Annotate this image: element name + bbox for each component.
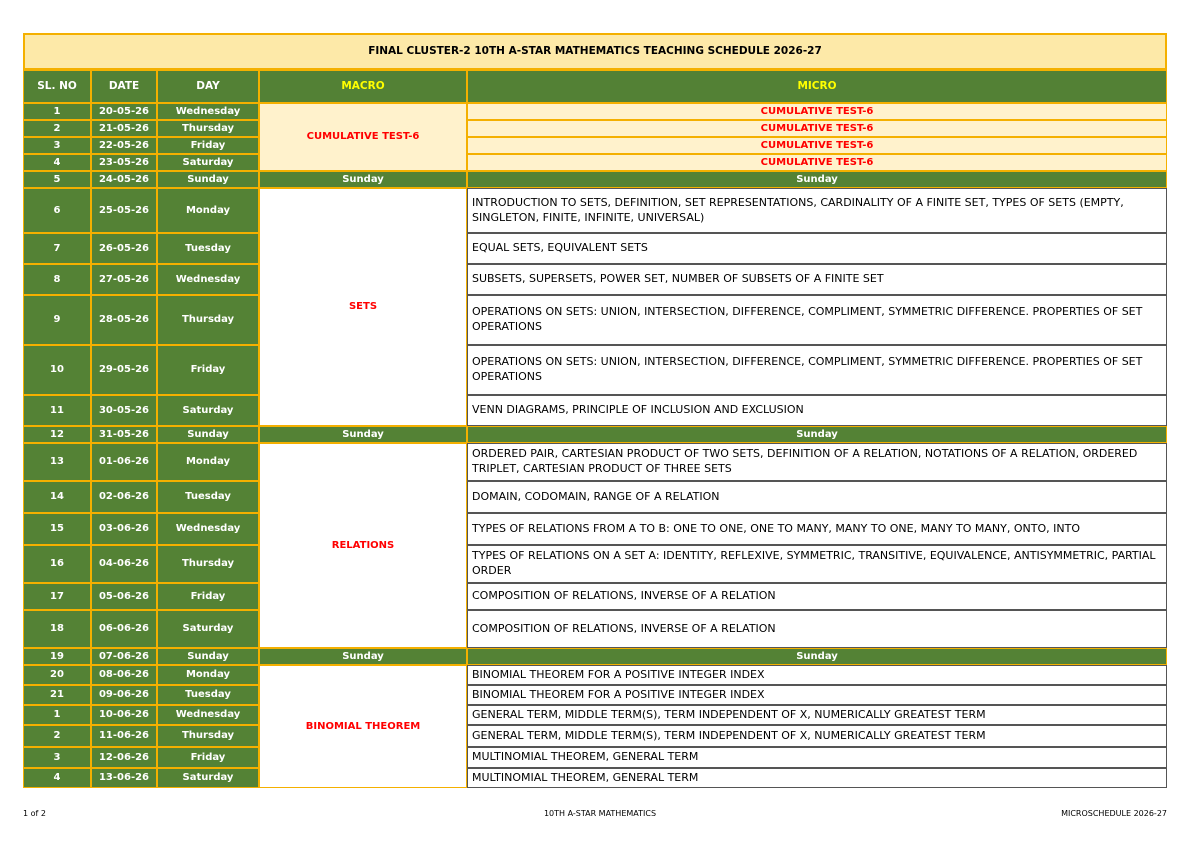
row-date: 21-05-26 [91, 120, 157, 137]
row-micro-topic: BINOMIAL THEOREM FOR A POSITIVE INTEGER INDEX [467, 665, 1167, 685]
row-macro-sunday: Sunday [259, 171, 467, 188]
row-date: 13-06-26 [91, 768, 157, 788]
row-micro-topic: EQUAL SETS, EQUIVALENT SETS [467, 233, 1167, 264]
row-date: 12-06-26 [91, 747, 157, 768]
row-date: 11-06-26 [91, 725, 157, 747]
row-sl-no: 9 [23, 295, 91, 345]
row-date: 30-05-26 [91, 395, 157, 426]
row-sl-no: 8 [23, 264, 91, 295]
row-day: Sunday [157, 648, 259, 665]
row-micro-topic: BINOMIAL THEOREM FOR A POSITIVE INTEGER INDEX [467, 685, 1167, 705]
row-micro-topic: INTRODUCTION TO SETS, DEFINITION, SET REPRESENTATIONS, CARDINALITY OF A FINITE SET, TYPES OF SETS (EMPTY, SINGLETON, FINITE, INFINITE, UNIVERSAL) [467, 188, 1167, 233]
header-date: DATE [91, 70, 157, 103]
row-day: Sunday [157, 171, 259, 188]
row-day: Wednesday [157, 513, 259, 545]
row-sl-no: 18 [23, 610, 91, 648]
row-day: Wednesday [157, 103, 259, 120]
row-date: 22-05-26 [91, 137, 157, 154]
footer-right: MICROSCHEDULE 2026-27 [1061, 809, 1167, 818]
row-micro-test: CUMULATIVE TEST-6 [467, 137, 1167, 154]
header-sl-no: SL. NO [23, 70, 91, 103]
row-day: Thursday [157, 120, 259, 137]
row-day: Friday [157, 747, 259, 768]
row-sl-no: 10 [23, 345, 91, 395]
row-micro-topic: VENN DIAGRAMS, PRINCIPLE OF INCLUSION AND EXCLUSION [467, 395, 1167, 426]
row-sl-no: 7 [23, 233, 91, 264]
row-micro-topic: ORDERED PAIR, CARTESIAN PRODUCT OF TWO SETS, DEFINITION OF A RELATION, NOTATIONS OF A RELATION, ORDERED TRIPLET, CARTESIAN PRODUCT OF THREE SETS [467, 443, 1167, 481]
row-day: Thursday [157, 295, 259, 345]
row-micro-topic: GENERAL TERM, MIDDLE TERM(S), TERM INDEPENDENT OF X, NUMERICALLY GREATEST TERM [467, 725, 1167, 747]
row-micro-sunday: Sunday [467, 171, 1167, 188]
row-date: 24-05-26 [91, 171, 157, 188]
row-day: Saturday [157, 768, 259, 788]
row-sl-no: 4 [23, 154, 91, 171]
row-sl-no: 12 [23, 426, 91, 443]
row-micro-topic: SUBSETS, SUPERSETS, POWER SET, NUMBER OF SUBSETS OF A FINITE SET [467, 264, 1167, 295]
row-date: 31-05-26 [91, 426, 157, 443]
row-date: 20-05-26 [91, 103, 157, 120]
row-day: Saturday [157, 610, 259, 648]
row-sl-no: 19 [23, 648, 91, 665]
row-day: Friday [157, 137, 259, 154]
row-sl-no: 17 [23, 583, 91, 610]
macro-topic: RELATIONS [259, 443, 467, 648]
row-sl-no: 4 [23, 768, 91, 788]
row-date: 03-06-26 [91, 513, 157, 545]
row-sl-no: 15 [23, 513, 91, 545]
row-sl-no: 20 [23, 665, 91, 685]
row-micro-test: CUMULATIVE TEST-6 [467, 154, 1167, 171]
row-sl-no: 3 [23, 747, 91, 768]
row-sl-no: 13 [23, 443, 91, 481]
row-day: Tuesday [157, 685, 259, 705]
row-sl-no: 1 [23, 705, 91, 725]
row-day: Friday [157, 345, 259, 395]
row-date: 27-05-26 [91, 264, 157, 295]
row-day: Thursday [157, 545, 259, 583]
row-sl-no: 1 [23, 103, 91, 120]
row-micro-topic: GENERAL TERM, MIDDLE TERM(S), TERM INDEPENDENT OF X, NUMERICALLY GREATEST TERM [467, 705, 1167, 725]
row-date: 10-06-26 [91, 705, 157, 725]
row-date: 28-05-26 [91, 295, 157, 345]
row-micro-topic: MULTINOMIAL THEOREM, GENERAL TERM [467, 768, 1167, 788]
row-micro-topic: OPERATIONS ON SETS: UNION, INTERSECTION, DIFFERENCE, COMPLIMENT, SYMMETRIC DIFFERENCE. PROPERTIES OF SET OPERATIONS [467, 295, 1167, 345]
row-day: Sunday [157, 426, 259, 443]
row-sl-no: 16 [23, 545, 91, 583]
row-day: Friday [157, 583, 259, 610]
row-micro-topic: DOMAIN, CODOMAIN, RANGE OF A RELATION [467, 481, 1167, 513]
header-micro: MICRO [467, 70, 1167, 103]
row-day: Monday [157, 188, 259, 233]
macro-topic: BINOMIAL THEOREM [259, 665, 467, 788]
row-date: 26-05-26 [91, 233, 157, 264]
row-micro-topic: TYPES OF RELATIONS FROM A TO B: ONE TO ONE, ONE TO MANY, MANY TO ONE, MANY TO MANY, ONTO, INTO [467, 513, 1167, 545]
row-micro-test: CUMULATIVE TEST-6 [467, 120, 1167, 137]
row-sl-no: 14 [23, 481, 91, 513]
row-date: 08-06-26 [91, 665, 157, 685]
row-day: Tuesday [157, 233, 259, 264]
row-day: Tuesday [157, 481, 259, 513]
row-date: 01-06-26 [91, 443, 157, 481]
header-macro: MACRO [259, 70, 467, 103]
row-micro-topic: OPERATIONS ON SETS: UNION, INTERSECTION, DIFFERENCE, COMPLIMENT, SYMMETRIC DIFFERENCE. PROPERTIES OF SET OPERATIONS [467, 345, 1167, 395]
schedule-title: FINAL CLUSTER-2 10TH A-STAR MATHEMATICS TEACHING SCHEDULE 2026-27 [23, 33, 1167, 70]
row-date: 05-06-26 [91, 583, 157, 610]
row-date: 04-06-26 [91, 545, 157, 583]
row-micro-test: CUMULATIVE TEST-6 [467, 103, 1167, 120]
row-macro-sunday: Sunday [259, 648, 467, 665]
row-day: Monday [157, 443, 259, 481]
row-sl-no: 21 [23, 685, 91, 705]
row-day: Wednesday [157, 264, 259, 295]
row-sl-no: 6 [23, 188, 91, 233]
row-date: 29-05-26 [91, 345, 157, 395]
row-day: Saturday [157, 154, 259, 171]
row-sl-no: 11 [23, 395, 91, 426]
row-macro-sunday: Sunday [259, 426, 467, 443]
row-day: Thursday [157, 725, 259, 747]
row-day: Monday [157, 665, 259, 685]
row-sl-no: 2 [23, 725, 91, 747]
row-micro-topic: TYPES OF RELATIONS ON A SET A: IDENTITY, REFLEXIVE, SYMMETRIC, TRANSITIVE, EQUIVALENCE, ANTISYMMETRIC, PARTIAL ORDER [467, 545, 1167, 583]
row-micro-topic: COMPOSITION OF RELATIONS, INVERSE OF A RELATION [467, 583, 1167, 610]
row-sl-no: 3 [23, 137, 91, 154]
row-date: 06-06-26 [91, 610, 157, 648]
row-date: 25-05-26 [91, 188, 157, 233]
row-sl-no: 5 [23, 171, 91, 188]
header-day: DAY [157, 70, 259, 103]
row-date: 02-06-26 [91, 481, 157, 513]
row-date: 23-05-26 [91, 154, 157, 171]
row-date: 07-06-26 [91, 648, 157, 665]
row-micro-sunday: Sunday [467, 648, 1167, 665]
row-day: Wednesday [157, 705, 259, 725]
footer-center: 10TH A-STAR MATHEMATICS [543, 809, 657, 818]
footer-page: 1 of 2 [23, 809, 46, 818]
macro-topic: SETS [259, 188, 467, 426]
row-micro-sunday: Sunday [467, 426, 1167, 443]
row-date: 09-06-26 [91, 685, 157, 705]
row-micro-topic: COMPOSITION OF RELATIONS, INVERSE OF A RELATION [467, 610, 1167, 648]
macro-topic: CUMULATIVE TEST-6 [259, 103, 467, 171]
row-day: Saturday [157, 395, 259, 426]
row-micro-topic: MULTINOMIAL THEOREM, GENERAL TERM [467, 747, 1167, 768]
row-sl-no: 2 [23, 120, 91, 137]
